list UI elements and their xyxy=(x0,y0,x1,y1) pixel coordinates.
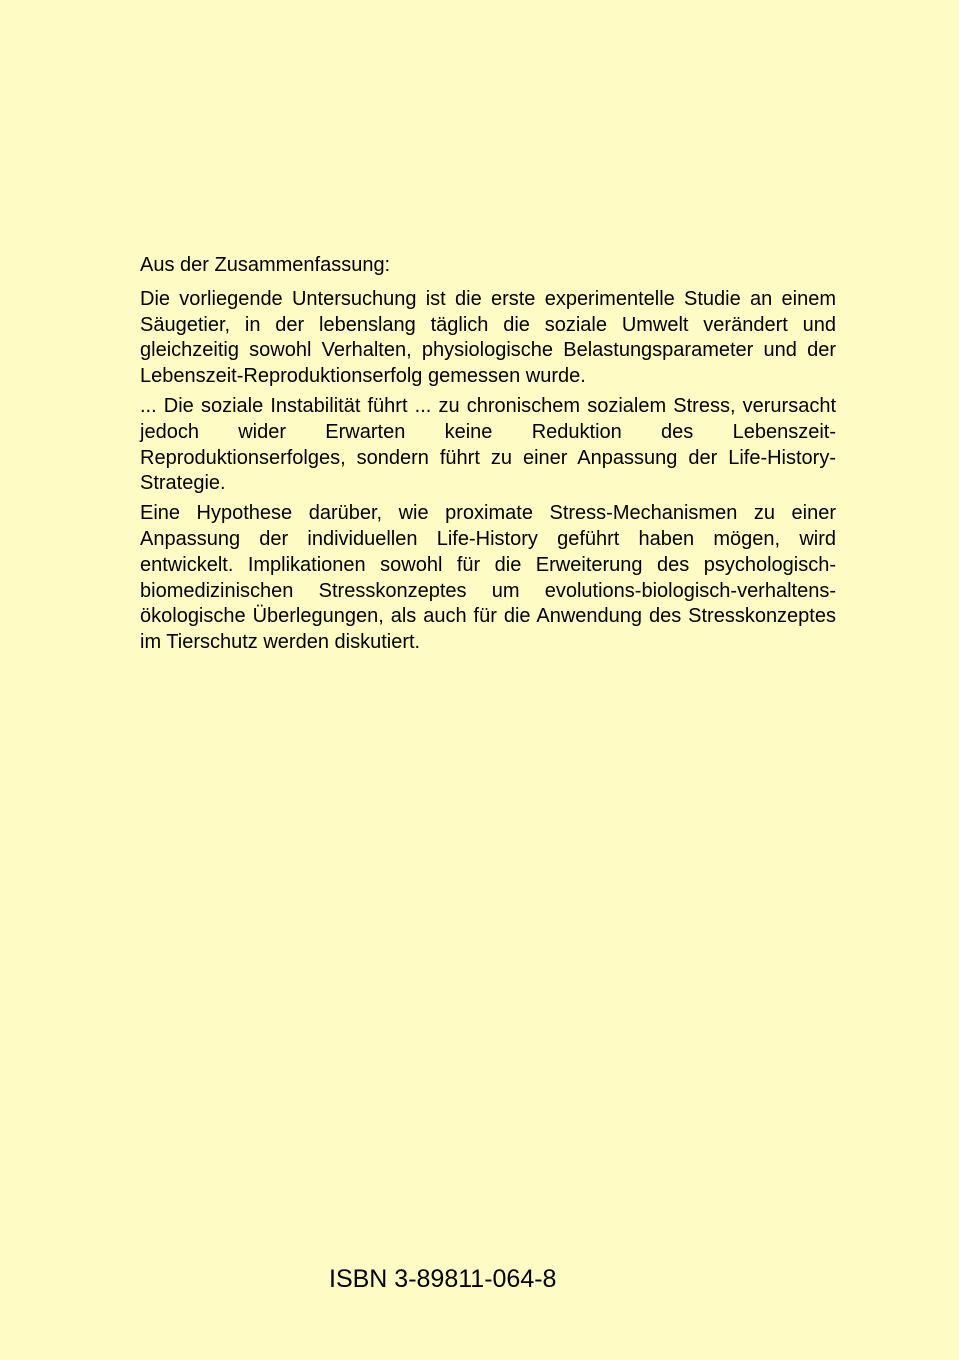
summary-block xyxy=(140,253,836,656)
summary-paragraph-2: ... Die soziale Instabilität führt ... zu chronischem sozialem Stress, verursacht jedoch wider Erwarten keine Reduktion des Lebenszeit-Reproduktionserfolges, sondern führt zu einer Anpassung der Life-History-Strategie. xyxy=(140,394,836,495)
summary-paragraph-3: Eine Hypothese darüber, wie proximate Stress-Mechanismen zu einer Anpassung der individuellen Life-History geführt haben mögen, wird entwickelt. Implikationen sowohl für die Erweiterung des psychologisch-biomedizinischen Stresskonzeptes um evolutions-biologisch-verhaltens-ökologische Überlegungen, als auch für die Anwendung des Stresskonzeptes im Tierschutz werden diskutiert. xyxy=(140,502,836,654)
summary-paragraph-1: Die vorliegende Untersuchung ist die erste experimentelle Studie an einem Säugetier, in der lebenslang täglich die soziale Umwelt verändert und gleichzeitig sowohl Verhalten, physiologische Belastungsparameter und der Lebenszeit-Reproduktionserfolg gemessen wurde. xyxy=(140,287,836,388)
isbn-number: ISBN 3-89811-064-8 xyxy=(329,1265,557,1293)
summary-heading: Aus der Zusammenfassung: xyxy=(140,254,391,276)
